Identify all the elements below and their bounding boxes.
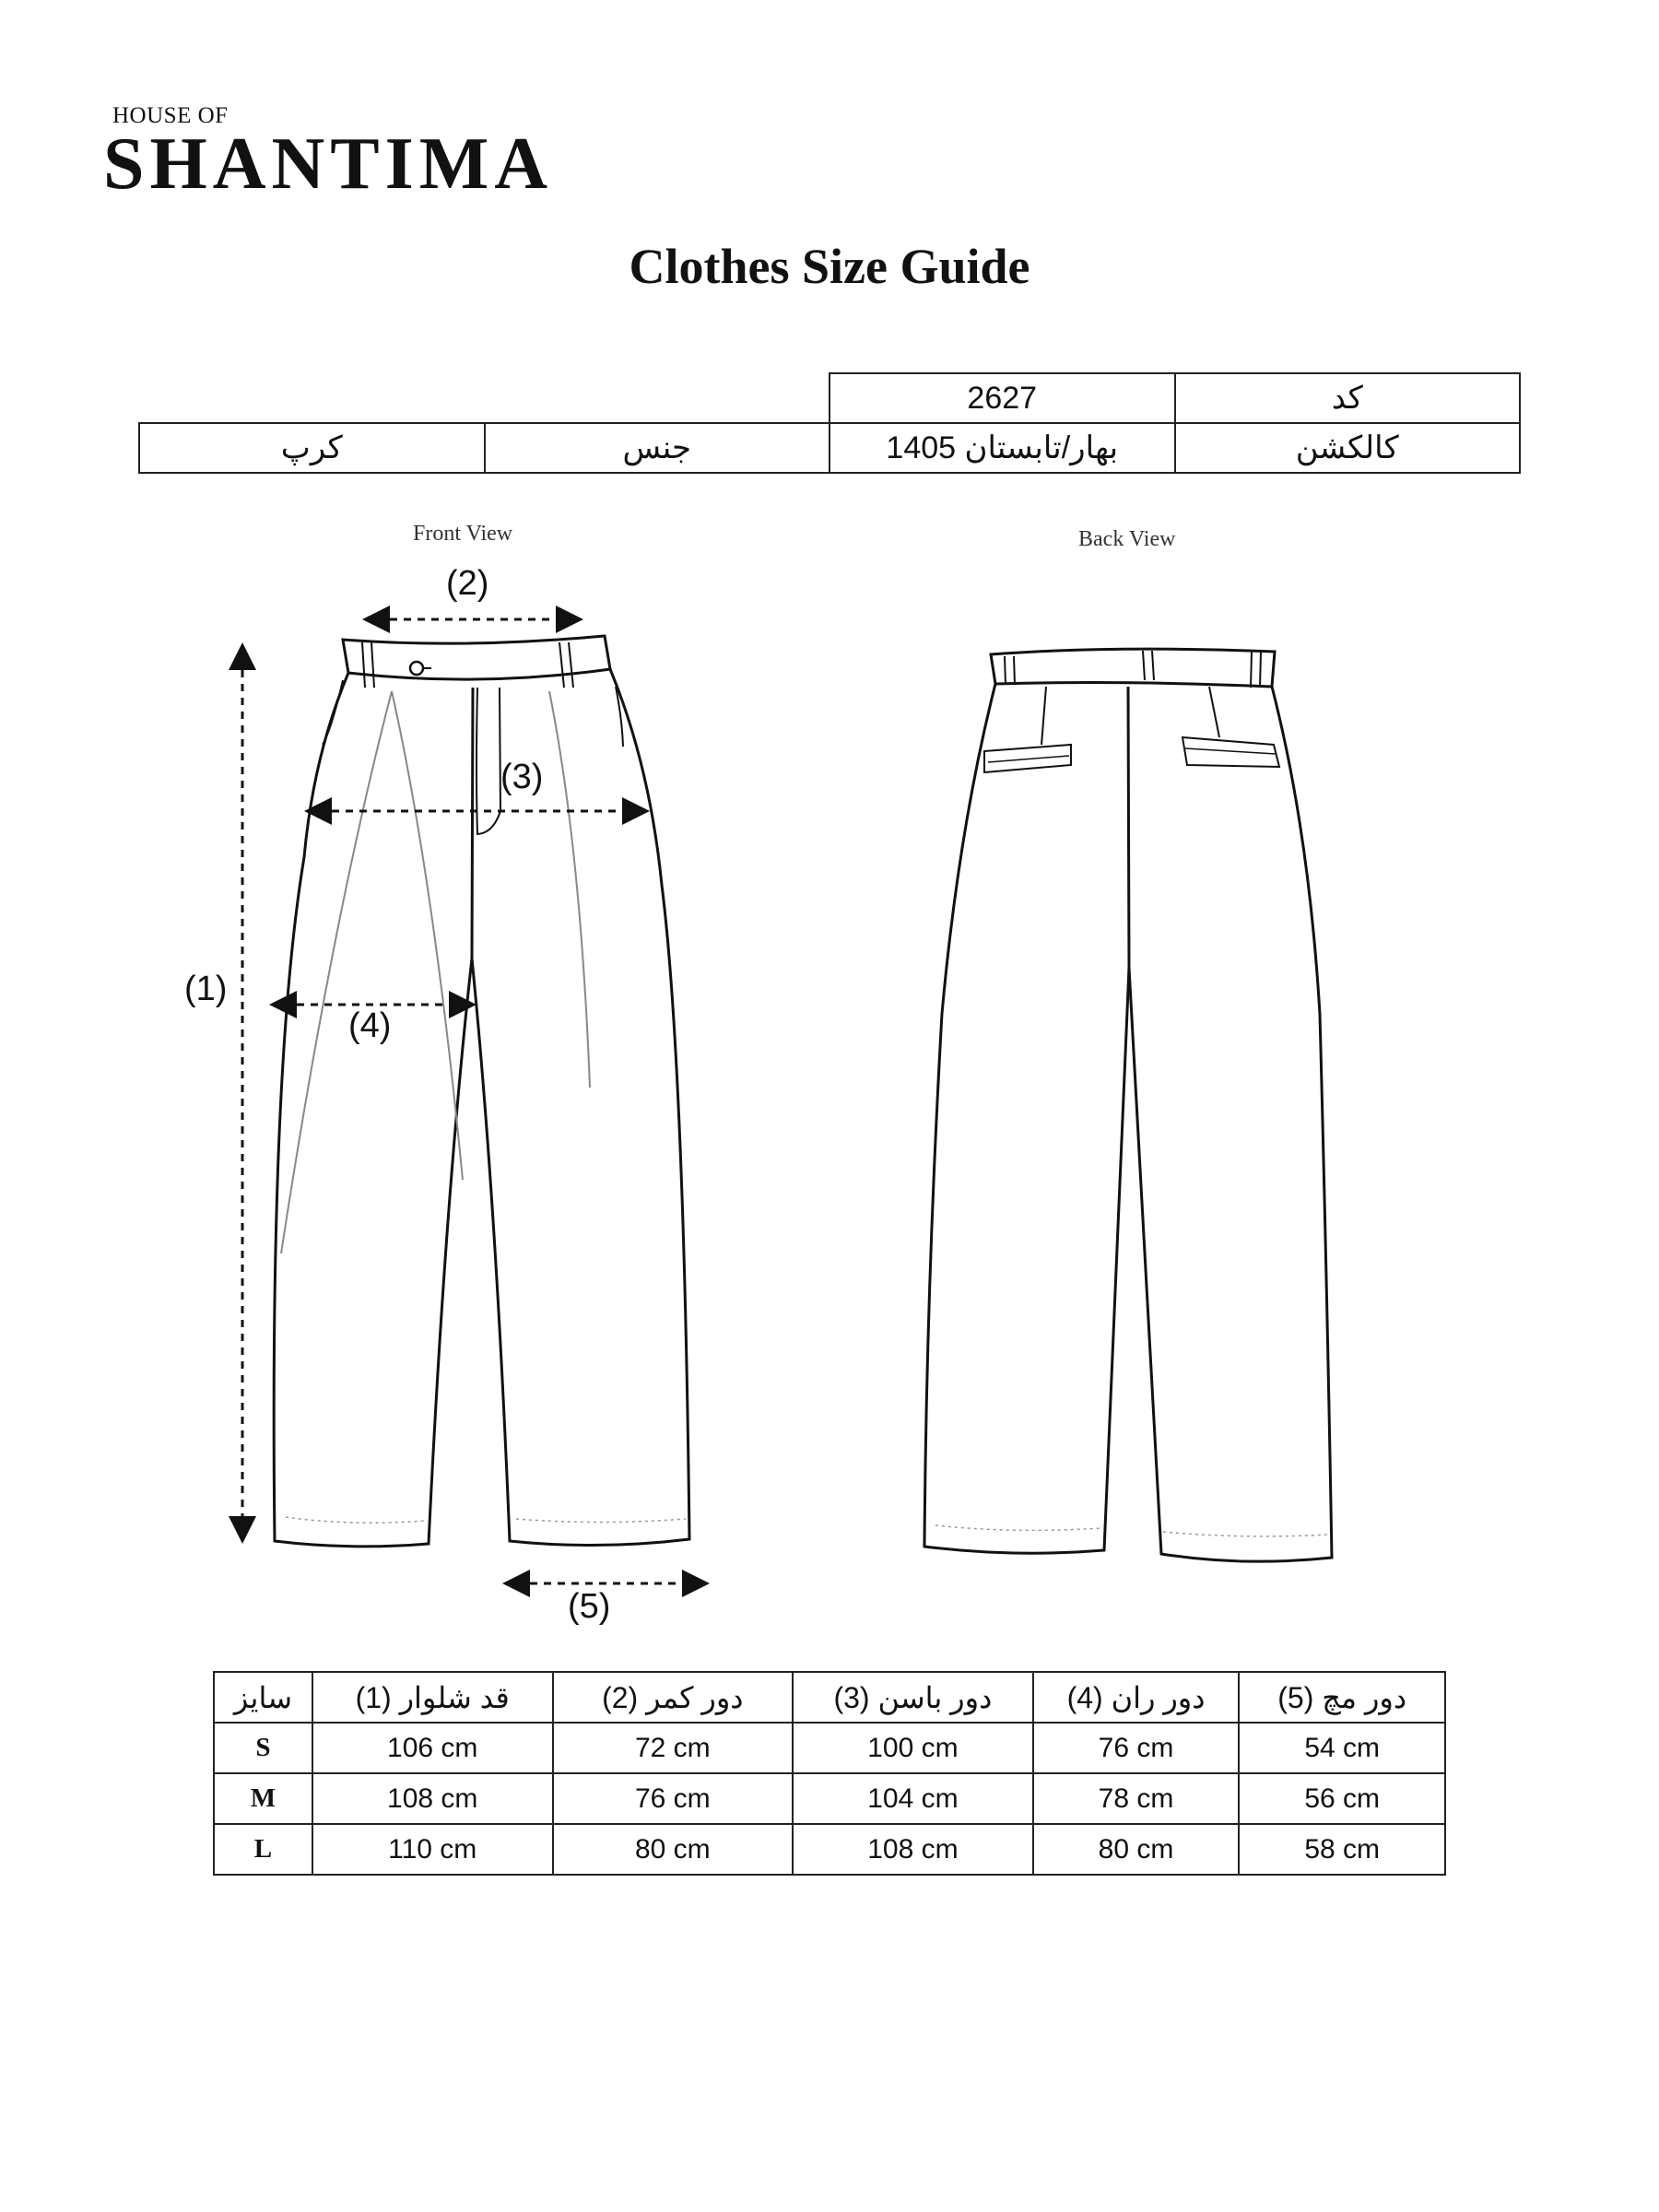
table-cell: 110 cm xyxy=(312,1824,553,1875)
collection-value: بهار/تابستان 1405 xyxy=(830,423,1175,473)
label-hem: (5) xyxy=(568,1587,611,1626)
back-view-drawing xyxy=(924,649,1332,1561)
table-cell: 76 cm xyxy=(553,1773,794,1824)
size-chart-table xyxy=(213,1671,1446,1876)
table-cell: 80 cm xyxy=(1033,1824,1240,1875)
collection-label: کالکشن xyxy=(1175,423,1521,473)
header-size: سایز xyxy=(214,1672,312,1723)
front-view-drawing xyxy=(274,636,689,1547)
header-hem: (5) دور مچ xyxy=(1239,1672,1445,1723)
table-cell: 108 cm xyxy=(793,1824,1033,1875)
table-row xyxy=(214,1824,1445,1875)
brand-tagline: HOUSE OF xyxy=(112,103,229,128)
table-cell: 54 cm xyxy=(1239,1723,1445,1773)
code-value: 2627 xyxy=(830,373,1175,423)
table-cell: 76 cm xyxy=(1033,1723,1240,1773)
table-cell: 106 cm xyxy=(312,1723,553,1773)
table-cell: 72 cm xyxy=(553,1723,794,1773)
size-cell: S xyxy=(214,1723,312,1773)
back-view-label: Back View xyxy=(1078,527,1176,551)
measurement-arrows xyxy=(242,619,696,1583)
page-title: Clothes Size Guide xyxy=(629,239,1030,294)
table-cell: 58 cm xyxy=(1239,1824,1445,1875)
header-waist: (2) دور کمر xyxy=(553,1672,794,1723)
header-length: (1) قد شلوار xyxy=(312,1672,553,1723)
table-cell: 100 cm xyxy=(793,1723,1033,1773)
label-hip: (3) xyxy=(500,758,544,796)
size-cell: L xyxy=(214,1824,312,1875)
table-row xyxy=(214,1773,1445,1824)
table-row xyxy=(214,1723,1445,1773)
table-cell: 104 cm xyxy=(793,1773,1033,1824)
table-header-row xyxy=(214,1672,1445,1723)
header-thigh: (4) دور ران xyxy=(1033,1672,1240,1723)
table-cell: 108 cm xyxy=(312,1773,553,1824)
table-cell: 78 cm xyxy=(1033,1773,1240,1824)
material-value: کرپ xyxy=(139,423,485,473)
size-cell: M xyxy=(214,1773,312,1824)
label-waist: (2) xyxy=(446,564,489,603)
label-length: (1) xyxy=(184,970,228,1008)
front-view-label: Front View xyxy=(413,522,513,546)
material-label: جنس xyxy=(485,423,830,473)
label-thigh: (4) xyxy=(348,1006,392,1045)
code-label: کد xyxy=(1175,373,1521,423)
brand-logo: SHANTIMA xyxy=(103,124,554,205)
table-cell: 56 cm xyxy=(1239,1773,1445,1824)
table-cell: 80 cm xyxy=(553,1824,794,1875)
header-hip: (3) دور باسن xyxy=(793,1672,1033,1723)
